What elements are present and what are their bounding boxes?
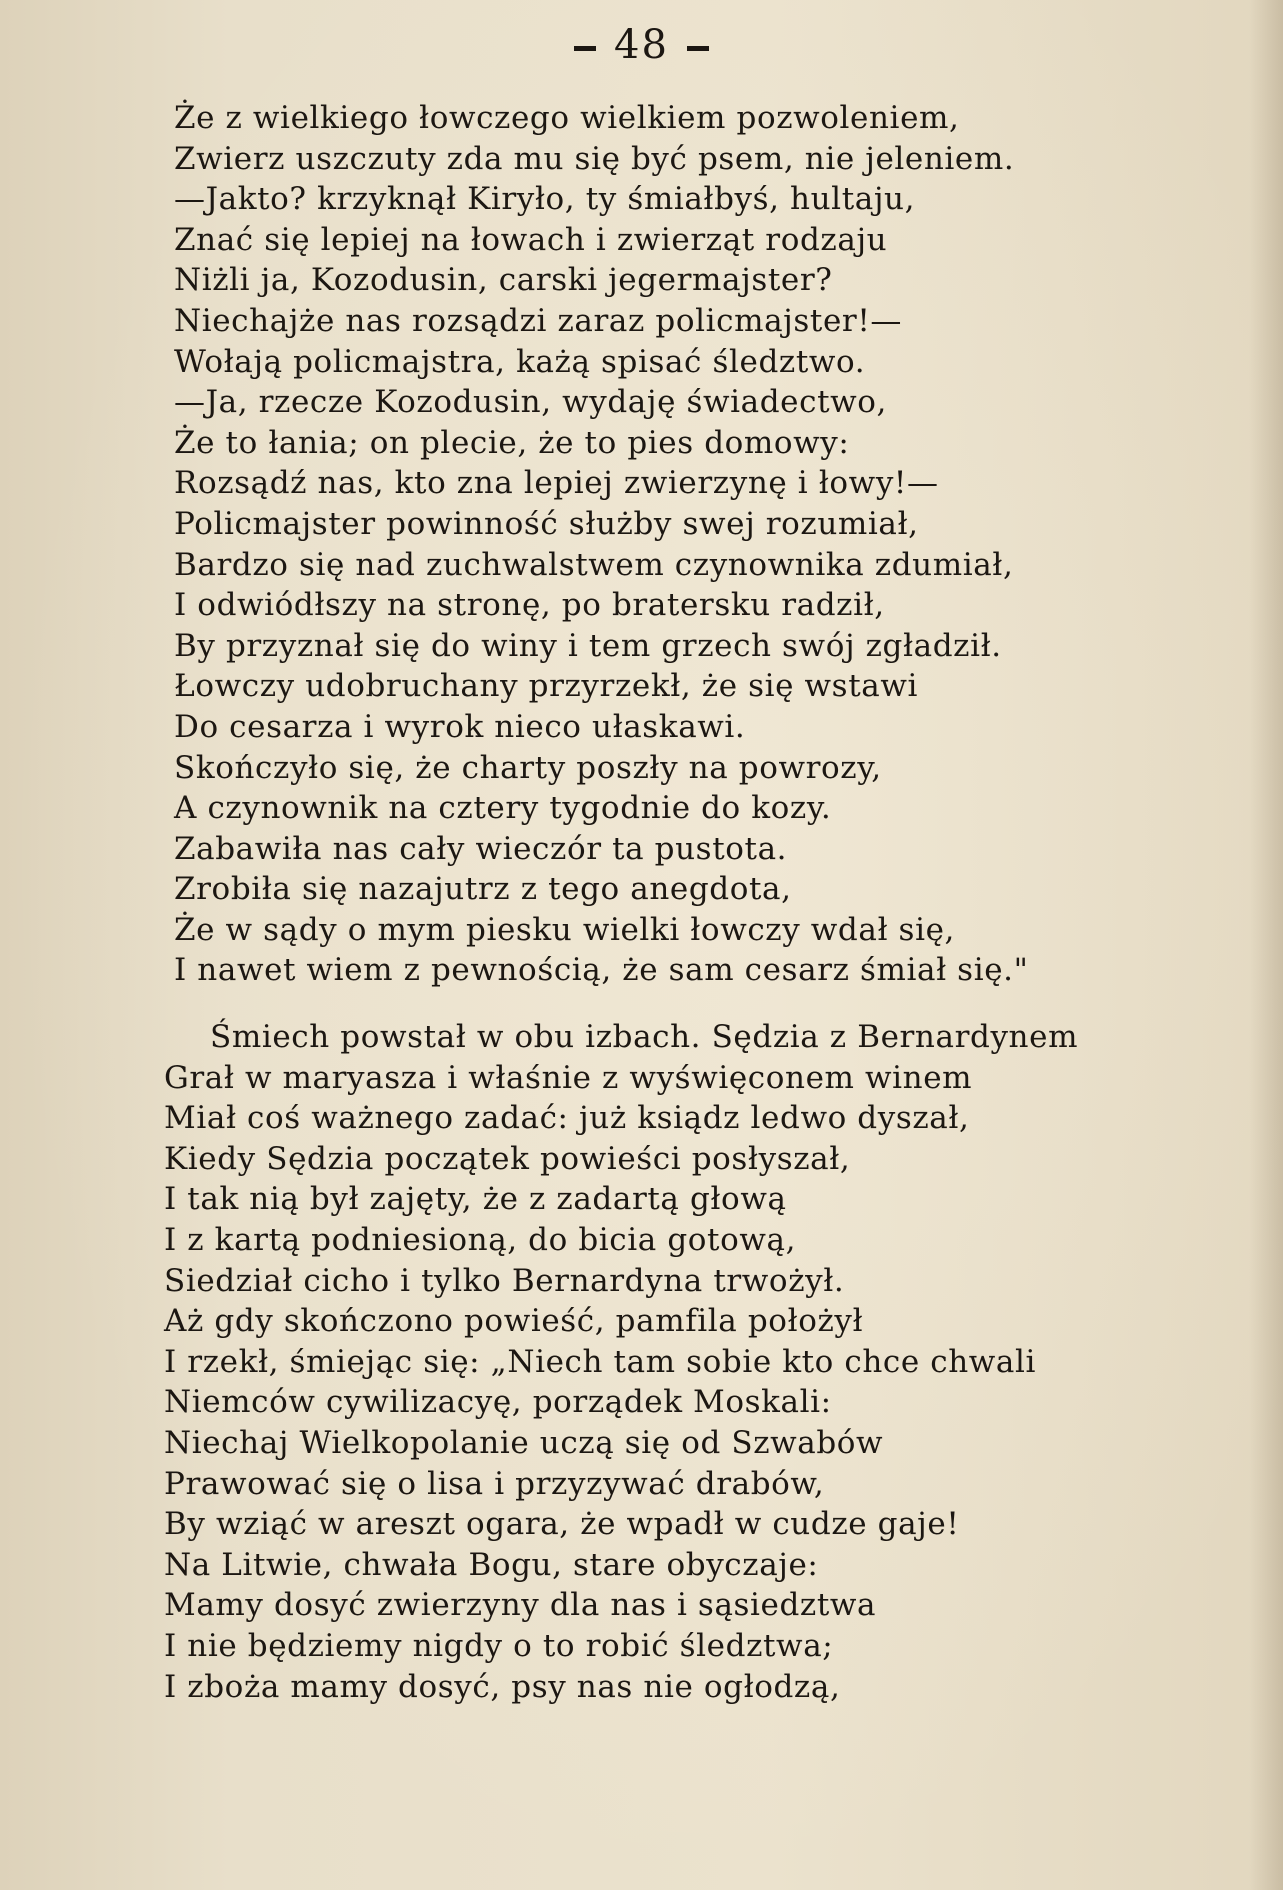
verse-line: Niżli ja, Kozodusin, carski jegermajster? xyxy=(174,262,833,299)
verse-line: Skończyło się, że charty poszły na powrozy, xyxy=(174,749,882,786)
verse-line: Śmiech powstał w obu izbach. Sędzia z Bernardynem xyxy=(210,1019,1079,1055)
verse-line: I z kartą podniesioną, do bicia gotową, xyxy=(164,1221,797,1258)
verse-line: —Ja, rzecze Kozodusin, wydaję świadectwo, xyxy=(174,384,887,421)
verse-line: Na Litwie, chwała Bogu, stare obyczaje: xyxy=(164,1546,819,1583)
verse-line: Policmajster powinność służby swej rozumiał, xyxy=(174,505,919,542)
page-number-value: 48 xyxy=(614,22,669,68)
page-number xyxy=(0,22,1283,68)
verse-line: Znać się lepiej na łowach i zwierząt rodzaju xyxy=(174,221,888,258)
verse-line: Do cesarza i wyrok nieco ułaskawi. xyxy=(174,708,746,745)
page-number-dash-right xyxy=(687,46,709,51)
verse-line: Niemców cywilizacyę, porządek Moskali: xyxy=(164,1384,832,1421)
verse-line: Że to łania; on plecie, że to pies domowy: xyxy=(174,424,850,461)
verse-line: A czynownik na cztery tygodnie do kozy. xyxy=(174,790,832,827)
verse-line: By przyznał się do winy i tem grzech swój zgładził. xyxy=(174,627,1002,664)
verse-line: Zabawiła nas cały wieczór ta pustota. xyxy=(174,830,788,867)
verse-line: Grał w maryasza i właśnie z wyświęconem winem xyxy=(164,1059,973,1096)
verse-line: Że z wielkiego łowczego wielkiem pozwoleniem, xyxy=(174,100,960,136)
verse-line: I rzekł, śmiejąc się: „Niech tam sobie kto chce chwali xyxy=(164,1343,1037,1380)
verse-line: Bardzo się nad zuchwalstwem czynownika zdumiał, xyxy=(174,546,1014,583)
verse-line: Siedział cicho i tylko Bernardyna trwożył. xyxy=(164,1262,845,1299)
verse-line: Wołają policmajstra, każą spisać śledztwo. xyxy=(174,343,866,380)
verse-line: I nie będziemy nigdy o to robić śledztwa; xyxy=(164,1627,834,1664)
verse-line: I odwiódłszy na stronę, po bratersku radził, xyxy=(174,587,885,624)
verse-line: Zrobiła się nazajutrz z tego anegdota, xyxy=(174,871,792,908)
verse-line: Zwierz uszczuty zda mu się być psem, nie jeleniem. xyxy=(174,140,1015,177)
verse-line: —Jakto? krzyknął Kiryło, ty śmiałbyś, hultaju, xyxy=(174,181,916,218)
verse-line: Kiedy Sędzia początek powieści posłyszał, xyxy=(164,1140,851,1177)
verse-line: Niechajże nas rozsądzi zaraz policmajster!— xyxy=(174,302,902,339)
verse-line: I zboża mamy dosyć, psy nas nie ogłodzą, xyxy=(164,1668,841,1705)
verse-line: Prawować się o lisa i przyzywać drabów, xyxy=(164,1465,825,1502)
verse-line: Łowczy udobruchany przyrzekł, że się wstawi xyxy=(174,668,918,705)
verse-line: By wziąć w areszt ogara, że wpadł w cudze gaje! xyxy=(164,1506,960,1543)
verse-line: Niechaj Wielkopolanie uczą się od Szwabów xyxy=(164,1424,884,1461)
page-number-dash-left xyxy=(574,46,596,51)
verse-stanza-2 xyxy=(164,1017,1078,1707)
page-edge-shadow xyxy=(1249,0,1283,1890)
verse-line: I nawet wiem z pewnością, że sam cesarz śmiał się." xyxy=(174,952,1029,989)
verse-line: Aż gdy skończono powieść, pamfila położył xyxy=(164,1303,864,1340)
verse-line: Mamy dosyć zwierzyny dla nas i sąsiedztwa xyxy=(164,1587,877,1624)
verse-line: Rozsądź nas, kto zna lepiej zwierzynę i łowy!— xyxy=(174,465,939,502)
verse-line: I tak nią był zajęty, że z zadartą głową xyxy=(164,1181,787,1218)
verse-line: Że w sądy o mym piesku wielki łowczy wdał się, xyxy=(174,911,955,948)
verse-line: Miał coś ważnego zadać: już ksiądz ledwo dyszał, xyxy=(164,1100,970,1137)
verse-stanza-1 xyxy=(174,98,1028,991)
